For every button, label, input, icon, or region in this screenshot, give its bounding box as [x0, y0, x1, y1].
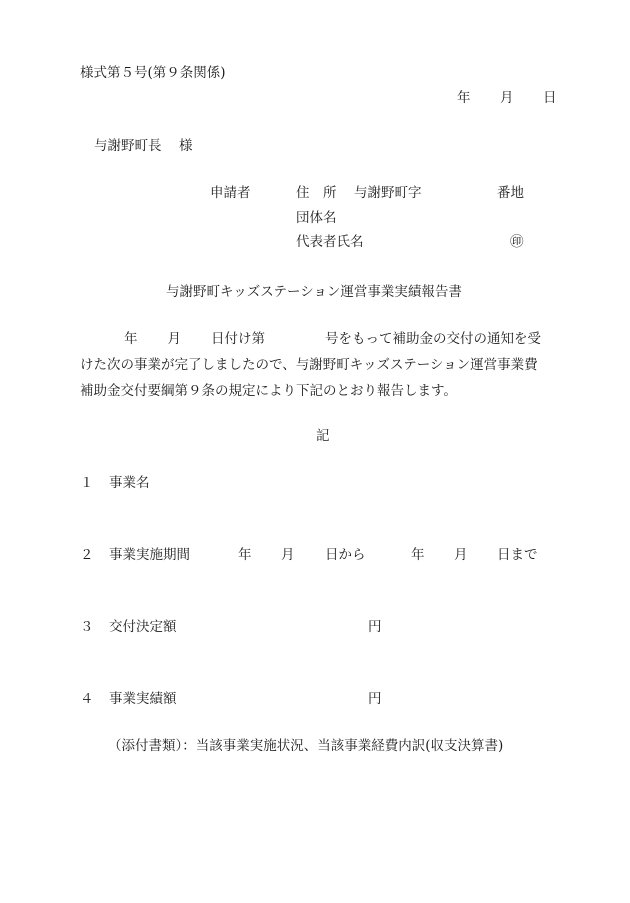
item-3-unit: 円 — [368, 619, 382, 635]
period-to-month: 月 — [454, 547, 468, 563]
period-to-year: 年 — [411, 547, 425, 563]
address-suffix: 番地 — [497, 185, 524, 201]
body-dated-label: 日付け第 — [211, 331, 265, 347]
body-line-3: 補助金交付要綱第９条の規定により下記のとおり報告します。 — [80, 383, 457, 399]
period-from-month: 月 — [281, 547, 295, 563]
body-paragraph — [80, 326, 556, 404]
form-id: 様式第５号(第９条関係) — [80, 65, 226, 81]
document-title: 与謝野町キッズステーション運営事業実績報告書 — [166, 284, 462, 300]
item-2-label: 事業実施期間 — [109, 547, 190, 563]
period-from-year: 年 — [238, 547, 252, 563]
item-3-label: 交付決定額 — [109, 619, 177, 635]
item-4-number: ４ — [80, 691, 94, 707]
item-2-number: ２ — [80, 547, 94, 563]
attachments-note: （添付書類）：当該事業実施状況、当該事業経費内訳(収支決算書) — [108, 738, 504, 754]
seal-mark: ㊞ — [510, 234, 524, 250]
address-label: 住 所 — [296, 185, 337, 201]
group-name-label: 団体名 — [296, 210, 337, 226]
item-4-unit: 円 — [368, 691, 382, 707]
item-4-label: 事業実績額 — [109, 691, 177, 707]
body-line-2: けた次の事業が完了しましたので、与謝野町キッズステーション運営事業費 — [80, 357, 538, 373]
period-to-day: 日まで — [497, 547, 538, 563]
date-year-label: 年 — [457, 90, 471, 106]
ki-marker: 記 — [316, 428, 330, 444]
addressee-name: 与謝野町長 — [94, 138, 162, 154]
date-month-label: 月 — [500, 90, 514, 106]
date-day-label: 日 — [543, 90, 557, 106]
body-year-label: 年 — [124, 331, 138, 347]
address-value: 与謝野町字 — [354, 185, 422, 201]
body-month-label: 月 — [167, 331, 181, 347]
item-1-number: １ — [80, 475, 94, 491]
body-line-1-rest: 号をもって補助金の交付の通知を受 — [325, 331, 541, 347]
item-3-number: ３ — [80, 619, 94, 635]
representative-name-label: 代表者氏名 — [296, 234, 364, 250]
addressee-honorific: 様 — [179, 138, 193, 154]
applicant-label: 申請者 — [210, 185, 251, 201]
body-line-1 — [80, 326, 556, 352]
item-1-label: 事業名 — [109, 475, 150, 491]
period-from-day: 日から — [325, 547, 366, 563]
